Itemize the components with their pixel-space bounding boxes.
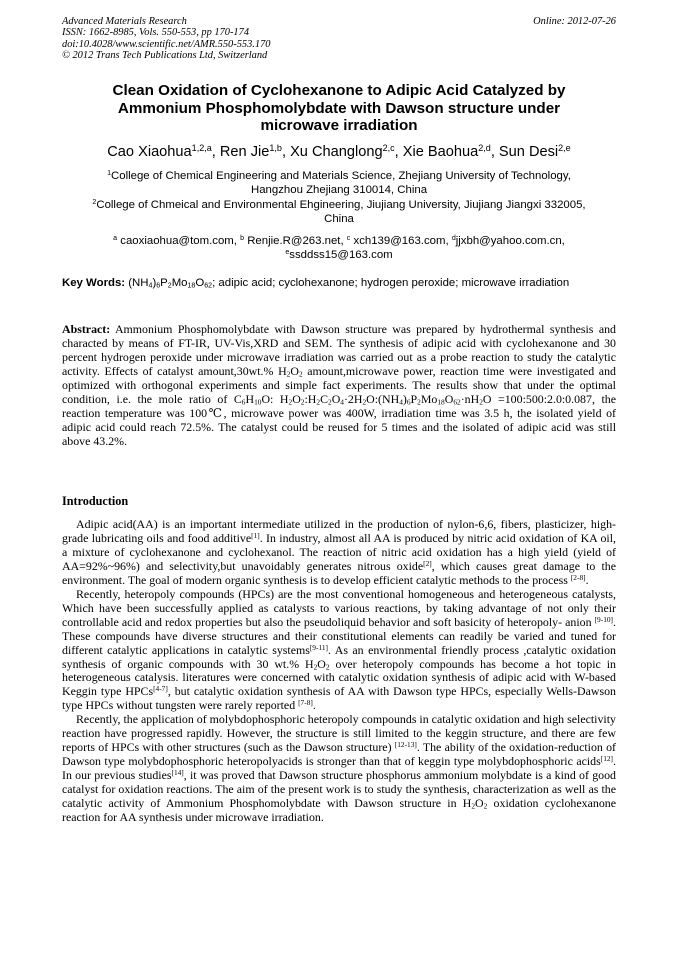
- email-address: jjxbh@yahoo.com.cn,: [455, 235, 565, 247]
- author-affiliation-mark: 2,e: [558, 143, 571, 154]
- citation: [12]: [600, 754, 614, 764]
- section-heading: Introduction: [62, 494, 129, 508]
- issn-line: ISSN: 1662-8985, Vols. 550-553, pp 170-174: [62, 27, 250, 39]
- keywords-list: ; adipic acid; cyclohexanone; hydrogen peroxide; microwave irradiation: [212, 277, 570, 289]
- email-mark: e: [285, 249, 290, 257]
- author-affiliation-mark: 2,c: [382, 143, 395, 154]
- journal-header: [62, 16, 616, 62]
- author-name: Xu Changlong: [290, 144, 383, 160]
- email-address: caoxiaohua@tom.com,: [120, 235, 237, 247]
- intro-paragraph: Adipic acid(AA) is an important intermediate utilized in the production of nylon-6,6, fibers, plasticizer, high-grade lubricating oils and food additive[1]. In industry, almost all AA is produced by nitric acid oxidation of KA oil, a mixture of cyclohexanone and cyclohexanol. The reaction of nitric acid oxidation has a high yield (yield of AA=92%~96%) and selectivity,but unavoidably generates nitrous oxide[2], which causes great damage to the environment. The goal of modern organic synthesis is to develop efficient catalytic methods to the process [2-8].: [62, 517, 616, 587]
- author-affiliation-mark: 1,b: [269, 143, 282, 154]
- citation: [12-13]: [394, 740, 417, 750]
- abstract: [62, 322, 616, 448]
- author-affiliation-mark: 2,d: [478, 143, 491, 154]
- email-line: [62, 234, 616, 248]
- author-name: Cao Xiaohua: [107, 144, 192, 160]
- author-separator: ,: [394, 144, 403, 160]
- title-line: Ammonium Phosphomolybdate with Dawson structure under: [117, 99, 561, 117]
- citation: [7-8]: [298, 698, 313, 708]
- author-separator: ,: [281, 144, 291, 160]
- affiliation-1-cont: Hangzhou Zhejiang 310014, China: [250, 184, 428, 197]
- online-date: Online: 2012-07-26: [533, 16, 616, 27]
- affiliation-1: [62, 169, 616, 183]
- citation: [4-7]: [153, 684, 168, 694]
- email-mark: d: [451, 235, 456, 243]
- author-list: [62, 143, 616, 161]
- affiliation-text: College of Chmeical and Environmental Ehgineering, Jiujiang University, Jiujiang Jiangxi 332005,: [96, 198, 586, 211]
- email-list: [62, 234, 616, 263]
- citation: [9-11]: [309, 642, 328, 652]
- citation: [2]: [423, 558, 432, 568]
- affiliation-text: College of Chemical Engineering and Materials Science, Zhejiang University of Technology,: [111, 170, 571, 182]
- citation: [1]: [251, 530, 260, 540]
- affiliation-mark: 2: [92, 198, 97, 206]
- doi-line: doi:10.4028/www.scientific.net/AMR.550-553.170: [62, 38, 271, 50]
- journal-name: Advanced Materials Research: [62, 16, 187, 27]
- copyright-line: © 2012 Trans Tech Publications Ltd, Switzerland: [62, 50, 268, 62]
- intro-paragraph: Recently, the application of molybdophosphoric heteropoly compounds in catalytic oxidation and high selectivity reaction have progressed rapidly. However, the structure is still limited to the keggin structure, and there are few reports of HPCs with other structures (such as the Dawson structure) [12-13]. The ability of the oxidation-reduction of Dawson type molybdophosphoric heteropolyacids is stronger than that of keggin type molybdophosphoric acids[12]. In our previous studies[14], it was proved that Dawson structure phosphorus ammonium molybdate is a kind of good catalyst for oxidation reactions. The aim of the present work is to study the synthesis, characterization as well as the catalytic activity of Ammonium Phosphomolybdate with Dawson structure in $H_2O_2$ oxidation cyclohexanone reaction for AA synthesis under microwave irradiation.: [62, 712, 617, 825]
- keywords: [62, 276, 616, 290]
- citation: [2-8]: [570, 572, 586, 582]
- intro-paragraph: Recently, heteropoly compounds (HPCs) are the most conventional homogeneous and heterogeneous catalysts, Which have been successfully applied as catalysts to various reactions, by taking advantage of not only their controllable acid and redox properties but also the pseudoliquid behavior and soft basicity of heteropoly- anion [9-10]. These compounds have diverse structures and their constitutional elements can readily be varied and tuned for different catalytic applications in catalytic systems[9-11]. As an environmental friendly process ,catalytic oxidation synthesis of organic compounds with 30 wt.% $H_2O_2$ over heteropoly compounds has become a hot topic in heterogeneous catalysis. literatures were concerned with catalytic oxidation synthesis of adipic acid with W-based Keggin type HPCs[4-7], but catalytic oxidation synthesis of AA with Dawson type HPCs, especially Wells-Dawson type HPCs without tungsten were rarely reported [7-8].: [62, 586, 617, 713]
- keywords-label: Key Words:: [62, 277, 126, 289]
- affiliation-2-cont: China: [324, 213, 354, 226]
- abstract-label: Abstract:: [62, 322, 111, 336]
- citation: [14]: [171, 768, 184, 778]
- author-name: Sun Desi: [498, 144, 559, 160]
- title-line: Clean Oxidation of Cyclohexanone to Adipic Acid Catalyzed by: [112, 82, 566, 99]
- keywords-formula: $(NH_4)_6P_2Mo_{18}O_{62}$: [128, 277, 213, 290]
- affiliation-2: [62, 198, 616, 212]
- author-separator: ,: [490, 144, 499, 160]
- email-mark: c: [346, 235, 351, 243]
- email-address: Renjie.R@263.net,: [247, 235, 344, 247]
- email-mark: b: [240, 235, 245, 243]
- affiliation-mark: 1: [107, 170, 112, 178]
- introduction-body: [62, 518, 616, 825]
- abstract-text: Ammonium Phosphomolybdate with Dawson structure was prepared by hydrothermal synthesis and characted by means of FT-IR, UV-Vis,XRD and SEM. The synthesis of adipic acid with cyclohexanone and 30 percent hydrogen peroxide under microwave irradiation was carried out as a probe reaction to study the catalytic activity. Effects of catalyst amount,30wt.% $H_2O_2$ amount,microwave power, reaction time were investigated and optimized with orthogonal experiments and simple fact experiments. The results show that under the optimal condition, i.e. the mole ratio of $C_6H_{10}O$: $H_2O_2:H_2C_2O_4\cdot 2H_2O:(NH_4)_6P_2Mo_{18}O_{62}\cdot nH_2O$ =100:500:2.0:0.087, the reaction temperature was 100℃, microwave power was 400W, irradiation time was 3.5 h, the isolated yield of adipic acid could reach 72.5%. The catalyst could be reused for 5 times and the isolated of adipic acid was still above 43.2%.: [62, 322, 617, 449]
- title-line: microwave irradiation: [260, 117, 418, 135]
- affiliations: [62, 169, 616, 227]
- email-address: ssddss15@163.com: [289, 249, 393, 262]
- author-affiliation-mark: 1,2,a: [191, 143, 212, 154]
- email-mark: a: [113, 235, 118, 243]
- citation: [9-10]: [594, 614, 614, 624]
- author-separator: ,: [211, 144, 220, 160]
- paper-title: [62, 82, 616, 135]
- email-line: [62, 248, 616, 262]
- email-address: xch139@163.com,: [353, 235, 449, 247]
- author-name: Xie Baohua: [402, 144, 479, 160]
- author-name: Ren Jie: [219, 144, 270, 160]
